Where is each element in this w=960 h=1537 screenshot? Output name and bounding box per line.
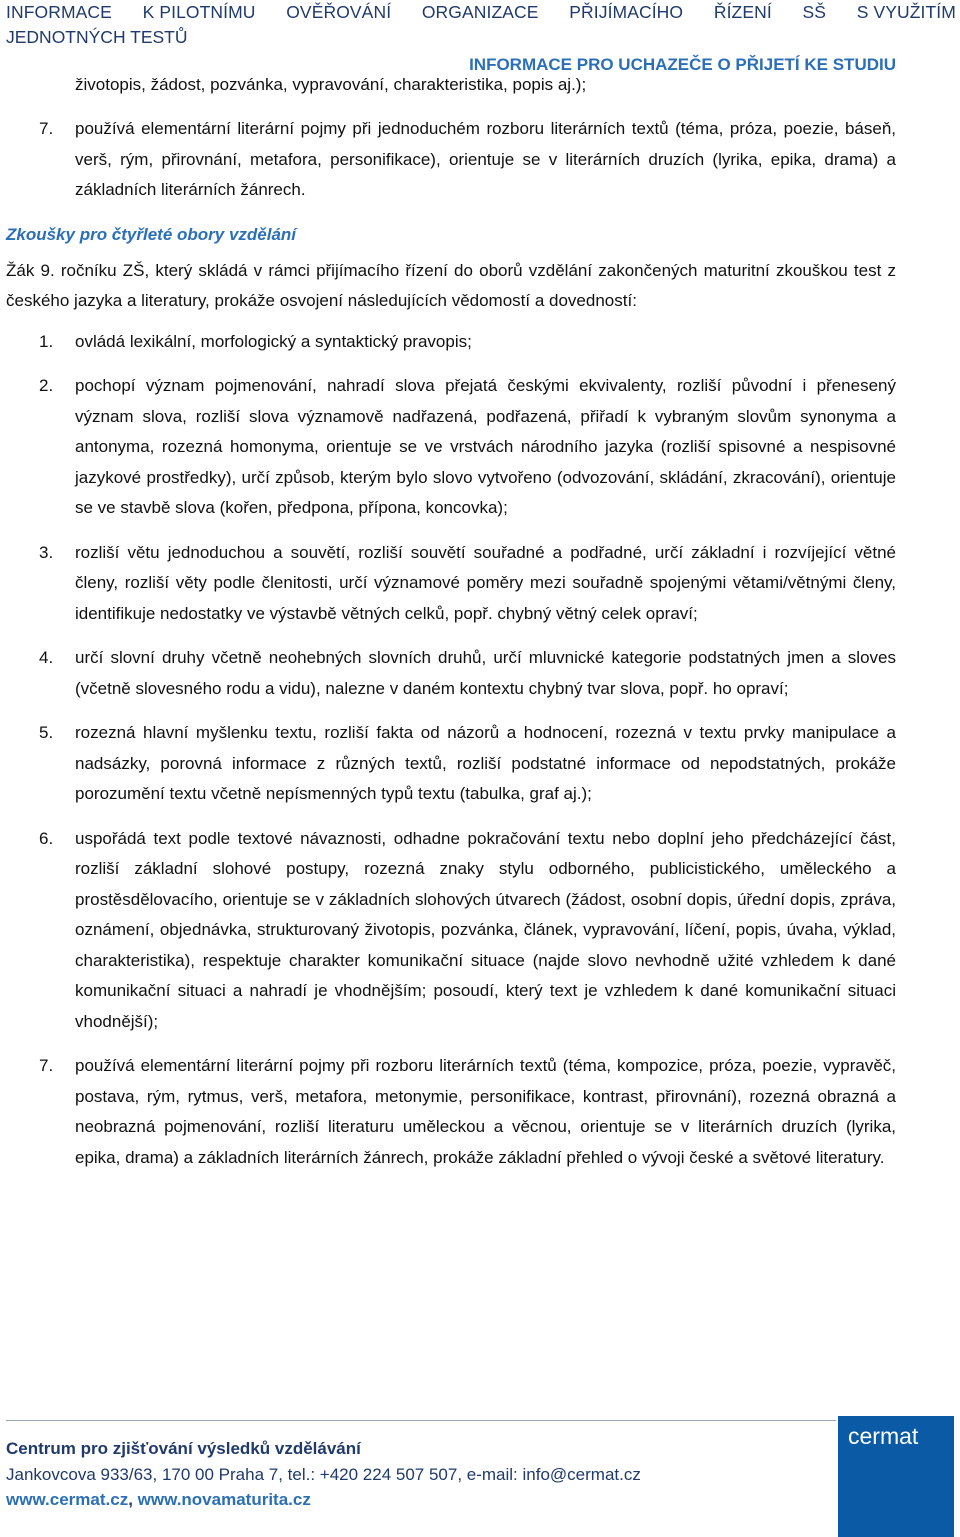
list-item-number: 6. xyxy=(39,828,54,848)
list-item-number: 7. xyxy=(39,119,54,138)
list-item-number: 5. xyxy=(39,723,54,742)
list-item xyxy=(6,538,896,630)
footer-address: Jankovcova 933/63, 170 00 Praha 7, tel.: +420 224 507 507, e-mail: info@cermat.cz xyxy=(6,1465,641,1484)
header-word: INFORMACE xyxy=(6,2,112,22)
list-item-text: pochopí význam pojmenování, nahradí slova přejatá českými ekvivalenty, rozliší původní i přenesený význam slova, rozliší slova významově nadřazená, podřazená, přiřadí k vybraným slovům synonyma a antonyma, rozezná homonyma, orientuje se ve vrstvách národního jazyka (rozliší spisovné a nespisovné jazykové prostředky), určí způsob, kterým bylo slovo vytvořeno (odvozování, skládání, zkracování), orientuje se ve stavbě slova (kořen, předpona, přípona, koncovka); xyxy=(75,376,896,517)
header-word: S VYUŽITÍM xyxy=(856,2,956,22)
list-item xyxy=(6,371,896,524)
list-item-number: 7. xyxy=(39,1056,54,1075)
header-word: ORGANIZACE xyxy=(421,2,539,22)
footer xyxy=(6,1436,641,1513)
list-item xyxy=(6,643,896,704)
list-item-text: rozezná hlavní myšlenku textu, rozliší fakta od názorů a hodnocení, rozezná v textu prvky manipulace a nadsázky, porovná informace z různých textů, rozliší podstatné informace od nepodstatných, prokáže porozumění textu včetně nepísmenných typů textu (tabulka, graf aj.); xyxy=(75,723,896,803)
header-word: PŘIJÍMACÍHO xyxy=(569,2,684,22)
cermat-logo xyxy=(838,1416,954,1537)
list-item-number: 3. xyxy=(39,542,54,562)
header-subtitle: INFORMACE PRO UCHAZEČE O PŘIJETÍ KE STUDIU xyxy=(469,55,896,74)
list-item-text: ovládá lexikální, morfologický a syntaktický pravopis; xyxy=(75,331,472,351)
section-heading: Zkoušky pro čtyřleté obory vzdělání xyxy=(6,224,297,244)
header-word: K PILOTNÍMU xyxy=(142,2,256,22)
footer-link-novamaturita[interactable]: www.novamaturita.cz xyxy=(137,1490,311,1509)
footer-organization: Centrum pro zjišťování výsledků vzdělávání xyxy=(6,1439,361,1458)
main-content xyxy=(6,70,896,1187)
list-item xyxy=(6,327,896,358)
header-title-line1 xyxy=(6,0,956,24)
list-item-text: určí slovní druhy včetně neohebných slovních druhů, určí mluvnické kategorie podstatných jmen a sloves (včetně slovesného rodu a vidu), nalezne v daném kontextu chybný tvar slova, popř. ho opraví; xyxy=(75,648,896,698)
list-item-text: uspořádá text podle textové návaznosti, odhadne pokračování textu nebo doplní jeho předcházející část, rozliší základní slohové postupy, rozezná znaky stylu odborného, publicistického, uměleckého a prostěsdělovacího, orientuje se v základních slohových útvarech (žádost, osobní dopis, úřední dopis, zpráva, oznámení, objednávka, strukturovaný životopis, pozvánka, článek, vypravování, líčení, popis, úvaha, výklad, charakteristika), respektuje charakter komunikační situace (najde slovo nevhodně užité vzhledem k dané komunikační situaci a nahradí je vhodnějším; posoudí, který text je vzhledem k dané komunikační situaci vhodnější); xyxy=(75,828,896,1031)
header-title-line2: JEDNOTNÝCH TESTŮ xyxy=(6,27,188,47)
logo-text: cermat xyxy=(848,1423,919,1449)
header-word: SŠ xyxy=(802,2,827,22)
list-item-text: rozliší větu jednoduchou a souvětí, rozliší souvětí souřadné a podřadné, určí základní i rozvíjející větné členy, rozliší věty podle členitosti, určí významové poměry mezi souřadně spojenými větami/větnými členy, identifikuje nedostatky ve výstavbě větných celků, popř. chybný větný celek opraví; xyxy=(75,542,896,623)
list-item-number: 2. xyxy=(39,376,54,395)
list-item xyxy=(6,718,896,810)
footer-links xyxy=(6,1487,641,1513)
continuation-line: životopis, žádost, pozvánka, vypravování, charakteristika, popis aj.); xyxy=(75,75,587,94)
list-item xyxy=(6,824,896,1038)
list-item xyxy=(6,1051,896,1173)
list-item-text: používá elementární literární pojmy při jednoduchém rozboru literárních textů (téma, próza, poezie, báseň, verš, rým, přirovnání, metafora, personifikace), orientuje se v literárních druzích (lyrika, epika, drama) a základních literárních žánrech. xyxy=(75,119,896,199)
header-word: OVĚŘOVÁNÍ xyxy=(286,2,392,22)
header-word: ŘÍZENÍ xyxy=(713,2,772,22)
list-item xyxy=(6,114,896,206)
list-item-number: 4. xyxy=(39,648,54,667)
list-item-number: 1. xyxy=(39,331,54,351)
list-item-text: používá elementární literární pojmy při rozboru literárních textů (téma, kompozice, próza, poezie, vypravěč, postava, rým, rytmus, verš, metafora, metonymie, personifikace, kontrast, přirovnání), rozezná obrazná a neobrazná pojmenování, rozliší literaturu uměleckou a věcnou, orientuje se v literárních druzích (lyrika, epika, drama) a základních literárních žánrech, prokáže základní přehled o vývoji české a světové literatury. xyxy=(75,1056,896,1167)
footer-link-cermat[interactable]: www.cermat.cz xyxy=(6,1490,129,1509)
section-intro: Žák 9. ročníku ZŠ, který skládá v rámci přijímacího řízení do oborů vzdělání zakončených maturitní zkouškou test z českého jazyka a literatury, prokáže osvojení následujících vědomostí a dovedností: xyxy=(6,260,896,310)
footer-divider xyxy=(6,1420,836,1421)
footer-link-separator: , xyxy=(128,1490,138,1509)
